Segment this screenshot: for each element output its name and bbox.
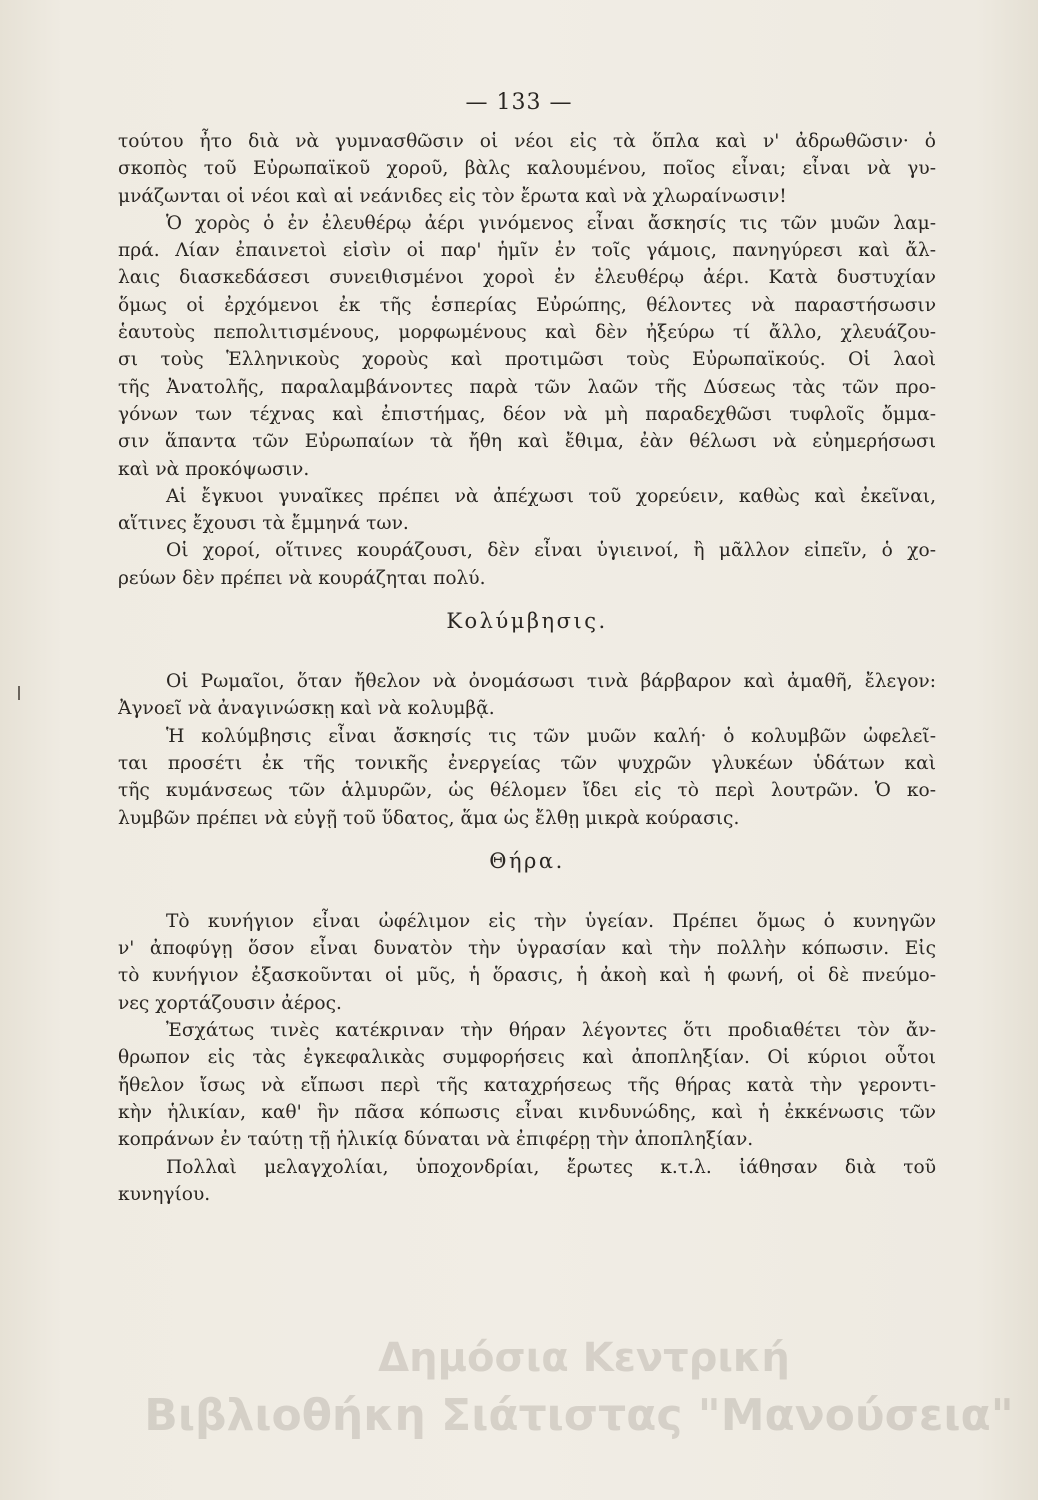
text-line: τῆς κυμάνσεως τῶν ἁλμυρῶν, ὡς θέλομεν ἴδει εἰς τὸ περὶ λουτρῶν. Ὁ κο- xyxy=(118,780,936,802)
text-line: νες χορτάζουσιν ἀέρος. xyxy=(118,992,342,1014)
text-line: κοπράνων ἐν ταύτῃ τῇ ἡλικίᾳ δύναται νὰ ἐπιφέρῃ τὴν ἀποπληξίαν. xyxy=(118,1129,754,1151)
paragraph xyxy=(118,1154,936,1209)
text-line: Ἐσχάτως τινὲς κατέκριναν τὴν θήραν λέγοντες ὅτι προδιαθέτει τὸν ἄν- xyxy=(166,1020,936,1042)
paragraph xyxy=(118,210,936,483)
text-line: ται προσέτι ἐκ τῆς τονικῆς ἐνεργείας τῶν ψυχρῶν γλυκέων ὑδάτων καὶ xyxy=(118,752,936,774)
text-line: κυνηγίου. xyxy=(118,1183,211,1205)
text-line: σκοπὸς τοῦ Εὐρωπαϊκοῦ χοροῦ, βὰλς καλουμένου, ποῖος εἶναι; εἶναι νὰ γυ- xyxy=(118,158,936,180)
text-line: αἵτινες ἔχουσι τὰ ἔμμηνά των. xyxy=(118,513,409,535)
text-line: μνάζωνται οἱ νέοι καὶ αἱ νεάνιδες εἰς τὸν ἔρωτα καὶ νὰ χλωραίνωσιν! xyxy=(118,185,787,207)
text-line: κὴν ἡλικίαν, καθ' ἣν πᾶσα κόπωσις εἶναι κινδυνώδης, καὶ ἡ ἐκκένωσις τῶν xyxy=(118,1101,936,1123)
paragraph xyxy=(118,537,936,592)
text-line: λαις διασκεδάσεσι συνειθισμένοι χοροὶ ἐν ἐλευθέρῳ ἀέρι. Κατὰ δυστυχίαν xyxy=(118,267,936,289)
paragraph xyxy=(118,128,936,210)
text-line: Αἱ ἔγκυοι γυναῖκες πρέπει νὰ ἀπέχωσι τοῦ χορεύειν, καθὼς καὶ ἐκεῖναι, xyxy=(166,485,936,507)
spacer xyxy=(118,832,936,846)
text-line: Οἱ χοροί, οἵτινες κουράζουσι, δὲν εἶναι ὑγιεινοί, ἢ μᾶλλον εἰπεῖν, ὁ χο- xyxy=(166,540,936,562)
text-line: Ἀγνοεῖ νὰ ἀναγινώσκῃ καὶ νὰ κολυμβᾷ. xyxy=(118,698,495,720)
text-line: τὸ κυνήγιον ἐξασκοῦνται οἱ μῦς, ἡ ὅρασις, ἡ ἀκοὴ καὶ ἡ φωνή, οἱ δὲ πνεύμο- xyxy=(118,965,936,987)
text-line: Τὸ κυνήγιον εἶναι ὠφέλιμον εἰς τὴν ὑγείαν. Πρέπει ὅμως ὁ κυνηγῶν xyxy=(166,910,936,932)
text-line: Πολλαὶ μελαγχολίαι, ὑποχονδρίαι, ἔρωτες κ.τ.λ. ἰάθησαν διὰ τοῦ xyxy=(166,1156,936,1178)
paragraph xyxy=(118,483,936,538)
library-watermark-line1: Δημόσια Κεντρική xyxy=(378,1335,790,1381)
spacer xyxy=(118,876,936,908)
text-line: ν' ἀποφύγῃ ὅσον εἶναι δυνατὸν τὴν ὑγρασίαν καὶ τὴν πολλὴν κόπωσιν. Εἰς xyxy=(118,938,936,960)
margin-mark xyxy=(18,686,20,700)
text-line: Οἱ Ρωμαῖοι, ὅταν ἤθελον νὰ ὀνομάσωσι τινὰ βάρβαρον καὶ ἀμαθῆ, ἔλεγον: xyxy=(166,671,936,693)
paragraph xyxy=(118,908,936,1017)
page-body xyxy=(118,128,936,1208)
paragraph xyxy=(118,723,936,832)
text-line: ὅμως οἱ ἐρχόμενοι ἐκ τῆς ἑσπερίας Εὐρώπης, θέλοντες νὰ παραστήσωσιν xyxy=(118,294,936,316)
text-line: σιν ἅπαντα τῶν Εὐρωπαίων τὰ ἤθη καὶ ἔθιμα, ἐὰν θέλωσι νὰ εὐημερήσωσι xyxy=(118,431,936,453)
spacer xyxy=(118,592,936,606)
section-heading-hunting: Θήρα. xyxy=(489,848,565,873)
library-watermark-line2: Βιβλιοθήκη Σιάτιστας "Μανούσεια" xyxy=(144,1390,1014,1441)
text-line: ἤθελον ἴσως νὰ εἴπωσι περὶ τῆς καταχρήσεως τῆς θήρας κατὰ τὴν γεροντι- xyxy=(118,1074,936,1096)
text-line: ἑαυτοὺς πεπολιτισμένους, μορφωμένους καὶ δὲν ἠξεύρω τί ἄλλο, χλευάζου- xyxy=(118,322,936,344)
text-line: γόνων των τέχνας καὶ ἐπιστήμας, δέον νὰ μὴ παραδεχθῶσι τυφλοῖς ὄμμα- xyxy=(118,403,936,425)
text-line: ρεύων δὲν πρέπει νὰ κουράζηται πολύ. xyxy=(118,567,486,589)
spacer xyxy=(118,636,936,668)
text-line: Ἡ κολύμβησις εἶναι ἄσκησίς τις τῶν μυῶν καλή· ὁ κολυμβῶν ὠφελεῖ- xyxy=(166,725,936,747)
page-number: — 133 — xyxy=(465,90,573,115)
text-line: λυμβῶν πρέπει νὰ εὐγῇ τοῦ ὕδατος, ἅμα ὡς ἔλθῃ μικρὰ κούρασις. xyxy=(118,807,740,829)
paragraph xyxy=(118,1017,936,1153)
text-line: σι τοὺς Ἑλληνικοὺς χοροὺς καὶ προτιμῶσι τοὺς Εὐρωπαϊκούς. Οἱ λαοὶ xyxy=(118,349,936,371)
text-line: θρωπον εἰς τὰς ἐγκεφαλικὰς συμφορήσεις καὶ ἀποπληξίαν. Οἱ κύριοι οὗτοι xyxy=(118,1047,936,1069)
text-line: καὶ νὰ προκόψωσιν. xyxy=(118,458,310,480)
text-line: τούτου ἦτο διὰ νὰ γυμνασθῶσιν οἱ νέοι εἰς τὰ ὅπλα καὶ ν' ἀδρωθῶσιν· ὁ xyxy=(118,131,936,152)
text-line: Ὁ χορὸς ὁ ἐν ἐλευθέρῳ ἀέρι γινόμενος εἶναι ἄσκησίς τις τῶν μυῶν λαμ- xyxy=(166,212,936,234)
section-heading-swimming: Κολύμβησις. xyxy=(446,609,608,634)
paragraph xyxy=(118,668,936,723)
text-line: πρά. Λίαν ἐπαινετοὶ εἰσὶν οἱ παρ' ἡμῖν ἐν τοῖς γάμοις, πανηγύρεσι καὶ ἄλ- xyxy=(118,240,936,262)
text-line: τῆς Ἀνατολῆς, παραλαμβάνοντες παρὰ τῶν λαῶν τῆς Δύσεως τὰς τῶν προ- xyxy=(118,376,936,398)
